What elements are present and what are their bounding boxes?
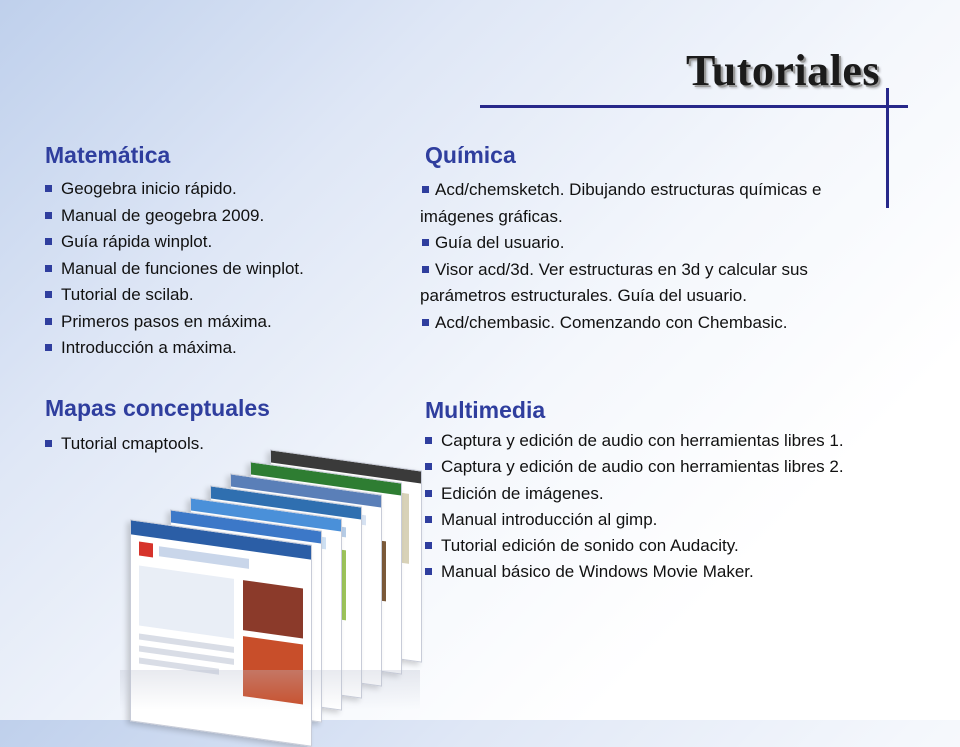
list-multimedia <box>425 428 844 586</box>
slide-title: Tutoriales <box>685 46 880 95</box>
list-item[interactable] <box>425 559 844 585</box>
list-item[interactable] <box>425 507 844 533</box>
list-item-label: Guía del usuario. <box>435 233 565 252</box>
list-item[interactable] <box>45 309 304 336</box>
list-item[interactable] <box>45 176 304 203</box>
list-quimica <box>420 177 890 336</box>
list-item[interactable] <box>425 428 844 454</box>
list-item-label: Acd/chemsketch. Dibujando estructuras químicas e imágenes gráficas. <box>420 180 822 226</box>
list-item-label: Tutorial cmaptools. <box>61 434 204 453</box>
square-bullet-icon <box>422 319 429 326</box>
square-bullet-icon <box>422 186 429 193</box>
square-bullet-icon <box>45 265 52 272</box>
illustration-reflection <box>120 670 420 710</box>
webpage-thumbnail-front <box>130 519 312 747</box>
list-mapas <box>45 431 204 458</box>
list-item[interactable] <box>420 310 890 337</box>
list-item-label: Manual de funciones de winplot. <box>61 258 304 278</box>
list-item[interactable] <box>420 177 890 230</box>
list-item-label: Primeros pasos en máxima. <box>61 311 272 331</box>
section-heading-quimica: Química <box>425 142 516 168</box>
list-item-label: Visor acd/3d. Ver estructuras en 3d y calcular sus parámetros estructurales. Guía del usuario. <box>420 259 808 305</box>
title-rule-horizontal <box>480 105 908 108</box>
square-bullet-icon <box>45 344 52 351</box>
list-item-label: Acd/chembasic. Comenzando con Chembasic. <box>435 312 788 332</box>
list-item-label: Manual introducción al gimp. <box>441 509 658 529</box>
list-item-label: Tutorial de scilab. <box>61 285 194 304</box>
list-item[interactable] <box>45 256 304 283</box>
square-bullet-icon <box>45 212 52 219</box>
list-item[interactable] <box>420 257 890 310</box>
square-bullet-icon <box>45 318 52 325</box>
list-item-label: Introducción a máxima. <box>61 338 237 357</box>
list-item-label: Guía rápida winplot. <box>61 232 213 251</box>
list-item-label: Tutorial edición de sonido con Audacity. <box>441 536 739 556</box>
list-item[interactable] <box>45 203 304 230</box>
square-bullet-icon <box>422 239 429 246</box>
square-bullet-icon <box>422 266 429 273</box>
list-item[interactable] <box>45 431 204 458</box>
list-item[interactable] <box>425 481 844 507</box>
square-bullet-icon <box>45 440 52 447</box>
list-item-label: Edición de imágenes. <box>441 483 604 503</box>
stacked-webpages-illustration <box>110 460 440 710</box>
square-bullet-icon <box>45 185 52 192</box>
list-item[interactable] <box>45 282 304 309</box>
square-bullet-icon <box>45 238 52 245</box>
list-item-label: Manual básico de Windows Movie Maker. <box>441 562 754 582</box>
square-bullet-icon <box>425 437 432 444</box>
list-item-label: Geogebra inicio rápido. <box>61 179 237 198</box>
list-item[interactable] <box>425 533 844 559</box>
list-item[interactable] <box>45 335 304 362</box>
list-item-label: Captura y edición de audio con herramientas libres 2. <box>441 457 844 477</box>
list-matematica <box>45 176 304 362</box>
list-item-label: Captura y edición de audio con herramientas libres 1. <box>441 431 844 450</box>
section-heading-multimedia: Multimedia <box>425 397 546 423</box>
list-item[interactable] <box>45 229 304 256</box>
list-item[interactable] <box>425 454 844 480</box>
list-item-label: Manual de geogebra 2009. <box>61 205 265 225</box>
list-item[interactable] <box>420 230 890 257</box>
section-heading-matematica: Matemática <box>45 142 171 168</box>
square-bullet-icon <box>45 291 52 298</box>
section-heading-mapas: Mapas conceptuales <box>45 395 270 421</box>
